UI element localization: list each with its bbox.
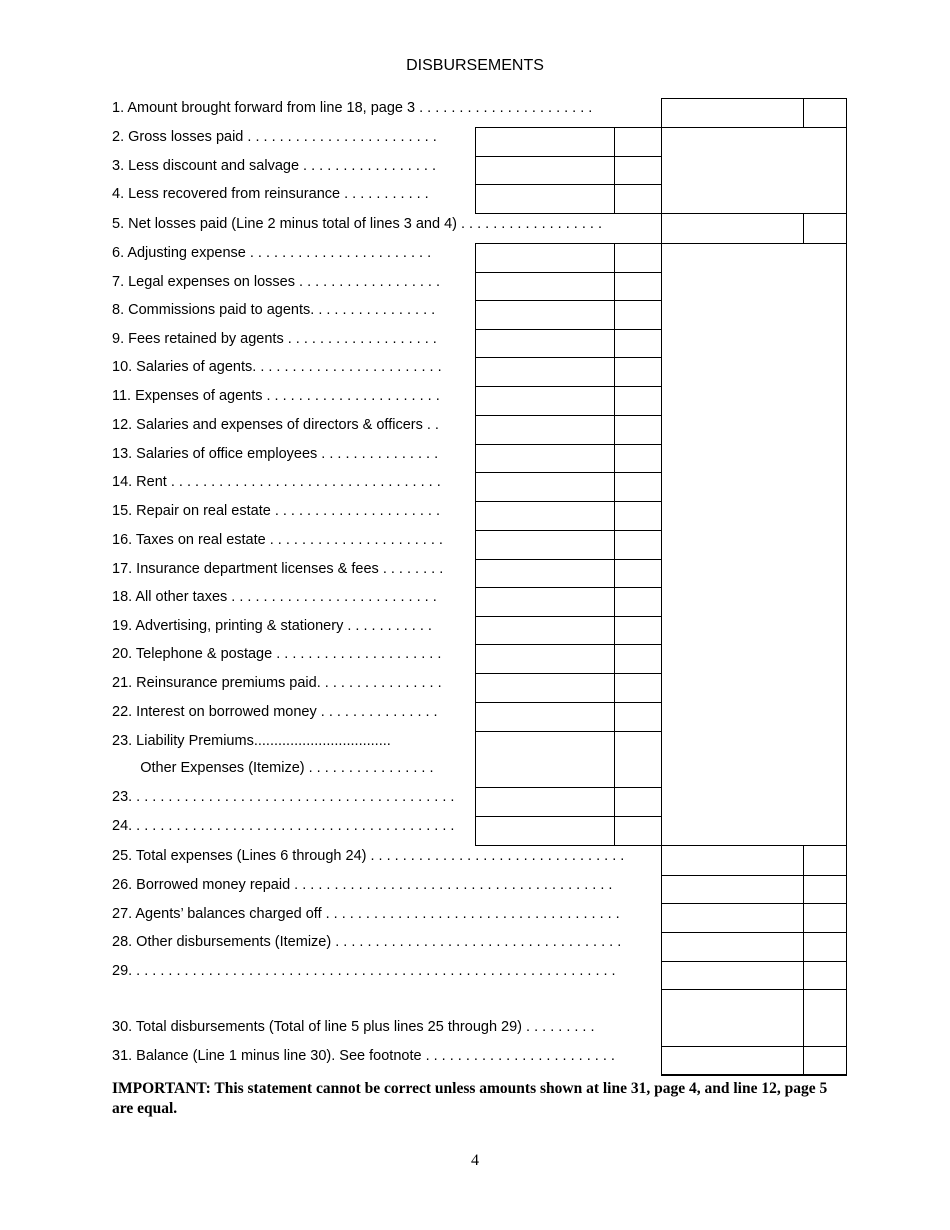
line-15-cents-field[interactable] <box>614 501 662 531</box>
line-1-dollars-field[interactable] <box>661 98 804 128</box>
line-9-label: 9. Fees retained by agents . . . . . . . . . . . . . . . . . . . <box>112 331 437 347</box>
line-29-dollars-field[interactable] <box>661 961 804 990</box>
line-20-label: 20. Telephone & postage . . . . . . . . . . . . . . . . . . . . . <box>112 646 442 662</box>
line-9-cents-field[interactable] <box>614 329 662 358</box>
line-7-cents-field[interactable] <box>614 272 662 301</box>
line-31-label: 31. Balance (Line 1 minus line 30). See footnote . . . . . . . . . . . . . . . . . . . . . . . . <box>112 1048 615 1064</box>
blank-block-b <box>661 243 847 846</box>
line-21-label: 21. Reinsurance premiums paid. . . . . . . . . . . . . . . . <box>112 675 442 691</box>
other-expenses-label: Other Expenses (Itemize) . . . . . . . . . . . . . . . . <box>112 760 434 776</box>
line-18-cents-field[interactable] <box>614 587 662 617</box>
line-18-dollars-field[interactable] <box>475 587 615 617</box>
line-11-dollars-field[interactable] <box>475 386 615 416</box>
line-31-dollars-field[interactable] <box>661 1046 804 1076</box>
line-20-cents-field[interactable] <box>614 644 662 674</box>
line-9-dollars-field[interactable] <box>475 329 615 358</box>
line-22-cents-field[interactable] <box>614 702 662 732</box>
line-8-cents-field[interactable] <box>614 300 662 330</box>
line-16-label: 16. Taxes on real estate . . . . . . . . . . . . . . . . . . . . . . <box>112 532 443 548</box>
line-2-dollars-field[interactable] <box>475 127 615 157</box>
line-30-label: 30. Total disbursements (Total of line 5 plus lines 25 through 29) . . . . . . . . . <box>112 1019 595 1035</box>
line-21-cents-field[interactable] <box>614 673 662 703</box>
line-4-cents-field[interactable] <box>614 184 662 214</box>
line-26-dollars-field[interactable] <box>661 875 804 904</box>
line-22-label: 22. Interest on borrowed money . . . . . . . . . . . . . . . <box>112 704 438 720</box>
shaded-blank-block-a <box>661 127 847 214</box>
line-27-label: 27. Agents’ balances charged off . . . . . . . . . . . . . . . . . . . . . . . . . . . . . . . . . . . . . <box>112 906 620 922</box>
line-25-dollars-field[interactable] <box>661 845 804 876</box>
line-26-label: 26. Borrowed money repaid . . . . . . . . . . . . . . . . . . . . . . . . . . . . . . . . . . . . . . . . <box>112 877 613 893</box>
line-25-cents-field[interactable] <box>803 845 847 876</box>
line-5-dollars-field[interactable] <box>661 213 804 244</box>
line-13-cents-field[interactable] <box>614 444 662 473</box>
line-10-dollars-field[interactable] <box>475 357 615 387</box>
line-12-label: 12. Salaries and expenses of directors & officers . . <box>112 417 439 433</box>
line-23-liability-dollars-field[interactable] <box>475 731 615 788</box>
line-23-itemize-cents-field[interactable] <box>614 787 662 817</box>
line-16-dollars-field[interactable] <box>475 530 615 560</box>
line-14-cents-field[interactable] <box>614 472 662 502</box>
line-29-label: 29. . . . . . . . . . . . . . . . . . . . . . . . . . . . . . . . . . . . . . . . . . . . . . . . . . . . . . . . . . . . . <box>112 963 616 979</box>
line-12-dollars-field[interactable] <box>475 415 615 445</box>
line-3-cents-field[interactable] <box>614 156 662 185</box>
line-28-dollars-field[interactable] <box>661 932 804 962</box>
line-17-label: 17. Insurance department licenses & fees . . . . . . . . <box>112 561 444 577</box>
line-24-itemize-dollars-field[interactable] <box>475 816 615 846</box>
line-23-liability-cents-field[interactable] <box>614 731 662 788</box>
line-24-itemize-cents-field[interactable] <box>614 816 662 846</box>
line-7-label: 7. Legal expenses on losses . . . . . . . . . . . . . . . . . . <box>112 274 441 290</box>
line-23-liability-label: 23. Liability Premiums.................................. <box>112 733 391 749</box>
line-13-dollars-field[interactable] <box>475 444 615 473</box>
line-10-cents-field[interactable] <box>614 357 662 387</box>
line-3-label: 3. Less discount and salvage . . . . . . . . . . . . . . . . . <box>112 158 436 174</box>
line-4-label: 4. Less recovered from reinsurance . . . . . . . . . . . <box>112 186 429 202</box>
line-5-cents-field[interactable] <box>803 213 847 244</box>
line-26-cents-field[interactable] <box>803 875 847 904</box>
line-6-label: 6. Adjusting expense . . . . . . . . . . . . . . . . . . . . . . . <box>112 245 432 261</box>
line-8-dollars-field[interactable] <box>475 300 615 330</box>
line-1-cents-field[interactable] <box>803 98 847 128</box>
line-23-itemize-dollars-field[interactable] <box>475 787 615 817</box>
line-20-dollars-field[interactable] <box>475 644 615 674</box>
line-14-label: 14. Rent . . . . . . . . . . . . . . . . . . . . . . . . . . . . . . . . . . <box>112 474 441 490</box>
line-21-dollars-field[interactable] <box>475 673 615 703</box>
line-15-label: 15. Repair on real estate . . . . . . . . . . . . . . . . . . . . . <box>112 503 440 519</box>
line-19-cents-field[interactable] <box>614 616 662 645</box>
line-22-dollars-field[interactable] <box>475 702 615 732</box>
page-number: 4 <box>471 1152 479 1169</box>
line-13-label: 13. Salaries of office employees . . . . . . . . . . . . . . . <box>112 446 439 462</box>
line-5-label: 5. Net losses paid (Line 2 minus total of lines 3 and 4) . . . . . . . . . . . . . . . . . . <box>112 216 602 232</box>
line-29-cents-field[interactable] <box>803 961 847 990</box>
line-24-itemize-label: 24. . . . . . . . . . . . . . . . . . . . . . . . . . . . . . . . . . . . . . . . . <box>112 818 455 834</box>
line-19-label: 19. Advertising, printing & stationery . . . . . . . . . . . <box>112 618 432 634</box>
line-2-label: 2. Gross losses paid . . . . . . . . . . . . . . . . . . . . . . . . <box>112 129 437 145</box>
line-30-dollars-field[interactable] <box>661 989 804 1047</box>
line-12-cents-field[interactable] <box>614 415 662 445</box>
line-6-dollars-field[interactable] <box>475 243 615 273</box>
line-27-dollars-field[interactable] <box>661 903 804 933</box>
line-4-dollars-field[interactable] <box>475 184 615 214</box>
line-2-cents-field[interactable] <box>614 127 662 157</box>
line-19-dollars-field[interactable] <box>475 616 615 645</box>
line-28-cents-field[interactable] <box>803 932 847 962</box>
line-25-label: 25. Total expenses (Lines 6 through 24) . . . . . . . . . . . . . . . . . . . . . . . . . . . . . . . . <box>112 848 625 864</box>
line-14-dollars-field[interactable] <box>475 472 615 502</box>
line-30-cents-field[interactable] <box>803 989 847 1047</box>
page-title: DISBURSEMENTS <box>406 57 544 74</box>
line-17-dollars-field[interactable] <box>475 559 615 588</box>
line-6-cents-field[interactable] <box>614 243 662 273</box>
line-17-cents-field[interactable] <box>614 559 662 588</box>
line-15-dollars-field[interactable] <box>475 501 615 531</box>
line-27-cents-field[interactable] <box>803 903 847 933</box>
important-footnote: IMPORTANT: This statement cannot be correct unless amounts shown at line 31, page 4, and line 12, page 5 are equal. <box>112 1080 828 1117</box>
line-31-cents-field[interactable] <box>803 1046 847 1076</box>
line-18-label: 18. All other taxes . . . . . . . . . . . . . . . . . . . . . . . . . . <box>112 589 437 605</box>
line-11-cents-field[interactable] <box>614 386 662 416</box>
line-23-itemize-label: 23. . . . . . . . . . . . . . . . . . . . . . . . . . . . . . . . . . . . . . . . . <box>112 789 455 805</box>
line-7-dollars-field[interactable] <box>475 272 615 301</box>
line-8-label: 8. Commissions paid to agents. . . . . . . . . . . . . . . . <box>112 302 436 318</box>
line-3-dollars-field[interactable] <box>475 156 615 185</box>
line-11-label: 11. Expenses of agents . . . . . . . . . . . . . . . . . . . . . . <box>112 388 440 404</box>
line-10-label: 10. Salaries of agents. . . . . . . . . . . . . . . . . . . . . . . . <box>112 359 442 375</box>
line-16-cents-field[interactable] <box>614 530 662 560</box>
line-1-label: 1. Amount brought forward from line 18, page 3 . . . . . . . . . . . . . . . . . . . . . . <box>112 100 593 116</box>
line-28-label: 28. Other disbursements (Itemize) . . . . . . . . . . . . . . . . . . . . . . . . . . . . . . . . . . . . <box>112 934 622 950</box>
